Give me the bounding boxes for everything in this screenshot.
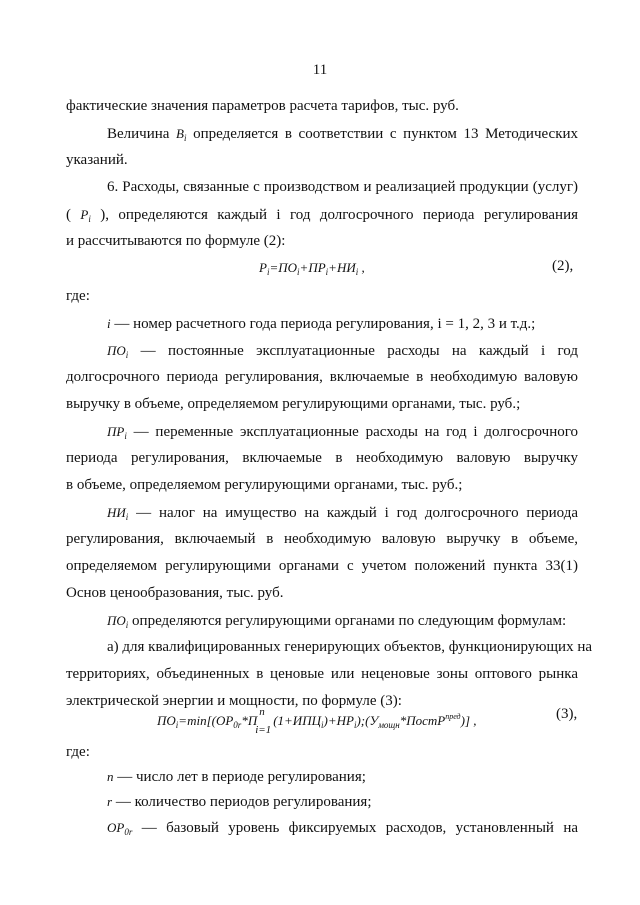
symbol-ni <box>107 505 128 520</box>
formula-subscript: i <box>297 267 300 277</box>
text-line: где: <box>66 744 90 760</box>
text-fragment: ), определяются каждый i год долгосрочного периода регулирования <box>100 207 579 223</box>
formula-subscript: i <box>325 267 329 277</box>
formula-part: (1+ИПЦ <box>273 713 321 728</box>
formula-subscript: i <box>355 267 359 277</box>
symbol-po <box>107 613 128 628</box>
formula-2-number: (2), <box>552 258 574 274</box>
formula-part: )] <box>460 713 470 728</box>
definition-text: — количество периодов регулирования; <box>115 794 372 810</box>
definition-po <box>107 341 578 365</box>
text-fragment: определяются регулирующими органами по следующим формулам: <box>132 613 567 629</box>
formula-part: *ПостР <box>399 713 446 728</box>
formula-part: =min[(ОР <box>178 713 234 728</box>
formula-subscript: 0r <box>233 720 242 730</box>
symbol-subscript: 0r <box>124 827 133 837</box>
formula-part: )+НР <box>323 713 354 728</box>
formula-subscript: i <box>320 720 324 730</box>
definition-text: — налог на имущество на каждый i год долгосрочного периода <box>136 505 578 521</box>
symbol-text: ПО <box>107 343 126 358</box>
definition-text: — базовый уровень фиксируемых расходов, установленный на <box>141 820 579 836</box>
formula-superscript: пред <box>445 712 461 721</box>
symbol-text: ПР <box>107 424 125 439</box>
formula-part: );(У <box>356 713 379 728</box>
text-fragment: Величина <box>107 126 170 142</box>
formula-part: P <box>259 260 267 275</box>
text-line: указаний. <box>66 152 128 168</box>
text-fragment: ( <box>66 207 71 223</box>
formula-3-number: (3), <box>556 706 578 722</box>
symbol-subscript: i <box>124 431 127 441</box>
text-line: Основ ценообразования, тыс. руб. <box>66 585 284 601</box>
symbol-op <box>107 820 132 835</box>
formula-part: ПО <box>157 713 176 728</box>
formula-part: , <box>358 260 365 275</box>
formula-subscript: i <box>175 720 179 730</box>
symbol-subscript: i <box>125 512 129 522</box>
formula-2 <box>259 260 365 277</box>
symbol-text: B <box>176 126 184 141</box>
text-line: электрической энергии и мощности, по формуле (3): <box>66 693 402 709</box>
definition-text: — переменные эксплуатационные расходы на год i долгосрочного <box>133 424 579 440</box>
symbol-subscript: i <box>88 214 91 224</box>
product-operator <box>255 706 273 736</box>
definition-pr <box>107 422 578 446</box>
definition-ni <box>107 503 578 527</box>
text-line: периода регулирования, включаемые в необходимую валовую выручку <box>66 450 578 466</box>
product-upper-limit: n <box>259 706 265 718</box>
page-number: 11 <box>312 62 328 78</box>
formula-subscript: i <box>353 720 357 730</box>
text-line: а) для квалифицированных генерирующих объектов, функционирующих на <box>107 639 593 655</box>
text-line <box>107 611 578 635</box>
text-line: и рассчитываются по формуле (2): <box>66 233 286 249</box>
formula-part: +ПР <box>299 260 326 275</box>
formula-part: =ПО <box>269 260 298 275</box>
definition-text: — постоянные эксплуатационные расходы на каждый i год <box>140 343 578 359</box>
symbol-i: i <box>107 316 111 331</box>
definition-text: — номер расчетного года периода регулирования, i = 1, 2, 3 и т.д.; <box>114 316 536 332</box>
text-line: выручку в объеме, определяемом регулирующими органами, тыс. руб.; <box>66 396 521 412</box>
definition-text: — число лет в периоде регулирования; <box>117 769 366 785</box>
text-line: фактические значения параметров расчета тарифов, тыс. руб. <box>66 98 459 114</box>
text-line: определяемом регулирующими органами с учетом положений пункта 33(1) <box>66 558 578 574</box>
text-line <box>107 124 578 148</box>
symbol-text: P <box>80 207 89 222</box>
formula-subscript: мощн <box>378 720 400 730</box>
symbol-text: ОР <box>107 820 125 835</box>
definition-i <box>107 314 578 334</box>
symbol-po <box>107 343 128 358</box>
symbol-subscript: i <box>125 620 129 630</box>
symbol-b <box>176 126 186 141</box>
symbol-r: r <box>107 794 113 809</box>
definition-n <box>107 767 578 787</box>
symbol-text: ПО <box>107 613 126 628</box>
formula-3 <box>157 706 477 736</box>
text-line: в объеме, определяемом регулирующими органами, тыс. руб.; <box>66 477 463 493</box>
symbol-p <box>80 207 90 222</box>
symbol-text: НИ <box>107 505 126 520</box>
text-line <box>66 205 578 229</box>
product-lower-limit: i=1 <box>255 724 272 736</box>
text-line: долгосрочного периода регулирования, включаемые в необходимую валовую <box>66 369 578 385</box>
symbol-subscript: i <box>184 133 187 143</box>
text-fragment: определяется в соответствии с пунктом 13 Методических <box>193 126 579 142</box>
text-line: территориях, объединенных в ценовые или неценовые зоны оптового рынка <box>66 666 578 682</box>
text-line: регулирования, включаемый в необходимую валовую выручку в объеме, <box>66 531 578 547</box>
text-line: 6. Расходы, связанные с производством и реализацией продукции (услуг) <box>107 179 578 195</box>
symbol-subscript: i <box>125 350 129 360</box>
definition-r <box>107 792 578 812</box>
symbol-pr <box>107 424 127 439</box>
formula-subscript: i <box>266 267 270 277</box>
formula-part: +НИ <box>328 260 356 275</box>
text-line: где: <box>66 288 90 304</box>
formula-part: , <box>470 713 477 728</box>
definition-op <box>107 818 578 842</box>
formula-part: *П <box>241 713 258 728</box>
symbol-n: n <box>107 769 114 784</box>
